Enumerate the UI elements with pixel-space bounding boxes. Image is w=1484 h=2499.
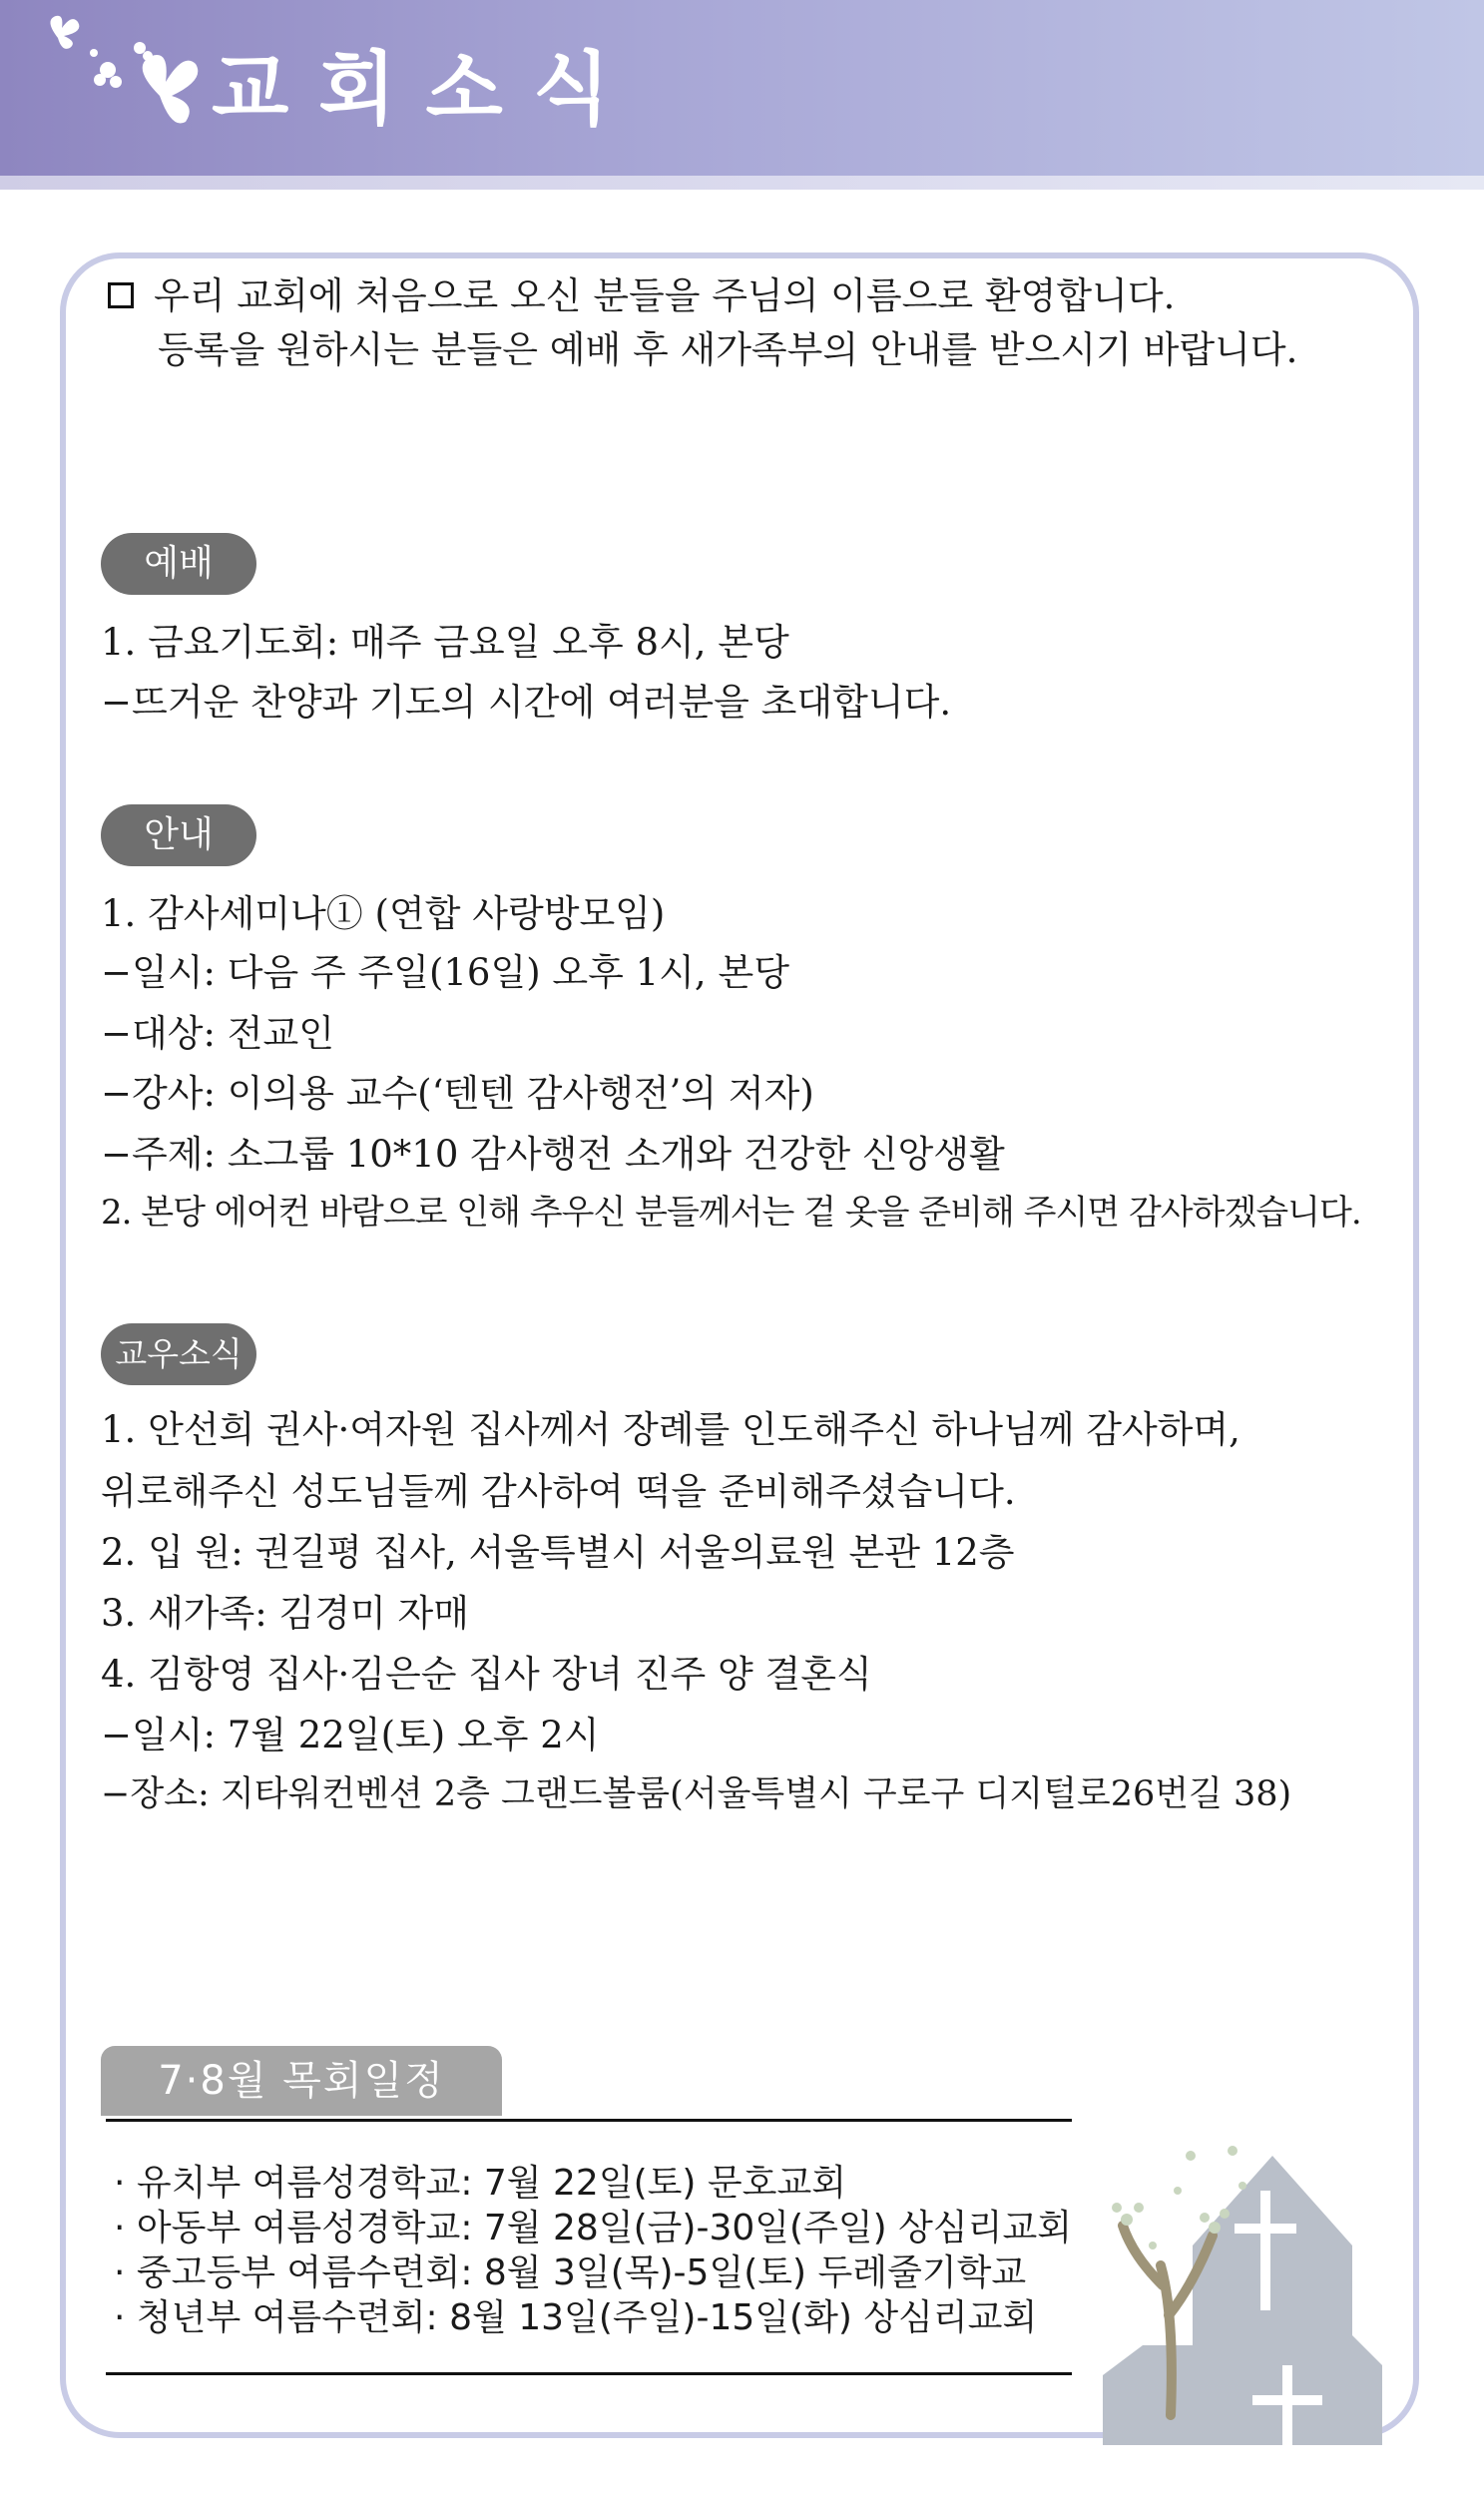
schedule-tab-label: 7·8월 목회일정 bbox=[101, 2046, 502, 2116]
schedule-top-rule bbox=[106, 2119, 1072, 2122]
section-label-members: 교우소식 bbox=[101, 1323, 256, 1385]
members-line: −장소: 지타워컨벤션 2층 그랜드볼룸(서울특별시 구로구 디지털로26번길 38) bbox=[101, 1774, 1292, 1814]
members-line: 3. 새가족: 김경미 자매 bbox=[101, 1592, 469, 1635]
header-strip bbox=[0, 176, 1484, 190]
butterfly-flowers-icon bbox=[30, 8, 210, 138]
members-line: 4. 김항영 집사·김은순 집사 장녀 진주 양 결혼식 bbox=[101, 1653, 872, 1696]
page-title: 교회소식 bbox=[212, 43, 641, 136]
schedule-item: · 유치부 여름성경학교: 7월 22일(토) 문호교회 bbox=[114, 2163, 847, 2204]
worship-line: 1. 금요기도회: 매주 금요일 오후 8시, 본당 bbox=[101, 621, 789, 664]
members-line: 2. 입 원: 권길평 집사, 서울특별시 서울의료원 본관 12층 bbox=[101, 1531, 1015, 1574]
notice-line: −주제: 소그룹 10*10 감사행전 소개와 건강한 신앙생활 bbox=[101, 1133, 1005, 1176]
notice-line: −강사: 이의용 교수(‘텐텐 감사행전’의 저자) bbox=[101, 1072, 814, 1115]
header-banner bbox=[0, 0, 1484, 176]
welcome-line-1: 우리 교회에 처음으로 오신 분들을 주님의 이름으로 환영합니다. bbox=[154, 274, 1176, 317]
members-line: 1. 안선희 권사·여자원 집사께서 장례를 인도해주신 하나님께 감사하며, bbox=[101, 1408, 1240, 1451]
schedule-item: · 청년부 여름수련회: 8월 13일(주일)-15일(화) 상심리교회 bbox=[114, 2297, 1038, 2338]
members-line: 위로해주신 성도님들께 감사하여 떡을 준비해주셨습니다. bbox=[101, 1470, 1016, 1513]
checkbox-square-icon bbox=[108, 282, 134, 308]
notice-line: −일시: 다음 주 주일(16일) 오후 1시, 본당 bbox=[101, 951, 789, 994]
section-label-worship: 예배 bbox=[101, 533, 256, 595]
notice-line: −대상: 전교인 bbox=[101, 1012, 334, 1055]
church-tree-icon bbox=[1083, 2116, 1382, 2445]
section-label-notice: 안내 bbox=[101, 804, 256, 866]
worship-line: −뜨거운 찬양과 기도의 시간에 여러분을 초대합니다. bbox=[101, 681, 952, 724]
welcome-line-2: 등록을 원하시는 분들은 예배 후 새가족부의 안내를 받으시기 바랍니다. bbox=[158, 328, 1298, 371]
schedule-item: · 아동부 여름성경학교: 7월 28일(금)-30일(주일) 상심리교회 bbox=[114, 2208, 1073, 2249]
schedule-bottom-rule bbox=[106, 2372, 1072, 2375]
members-line: −일시: 7월 22일(토) 오후 2시 bbox=[101, 1714, 600, 1756]
schedule-item: · 중고등부 여름수련회: 8월 3일(목)-5일(토) 두레줄기학교 bbox=[114, 2252, 1027, 2293]
notice-line: 1. 감사세미나① (연합 사랑방모임) bbox=[101, 892, 666, 935]
notice-line: 2. 본당 에어컨 바람으로 인해 추우신 분들께서는 겉 옷을 준비해 주시면 감사하겠습니다. bbox=[101, 1193, 1361, 1233]
